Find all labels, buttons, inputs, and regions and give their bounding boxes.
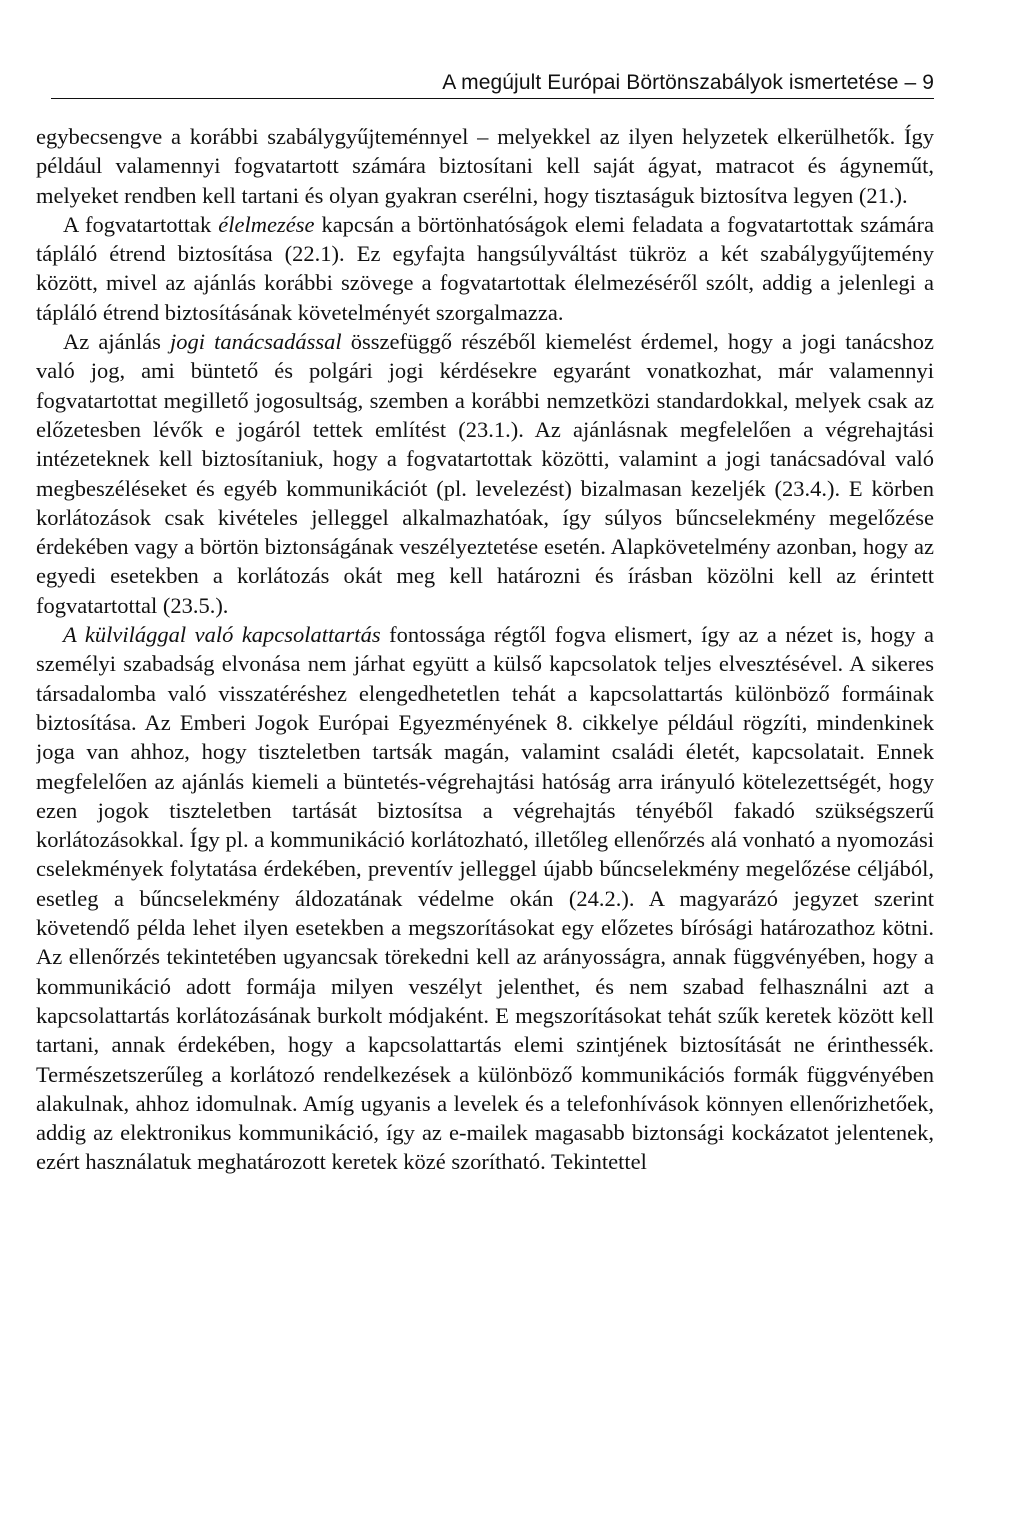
text-segment: fontossága régtől fogva elismert, így az a nézet is, hogy a személyi szabadság elvonása nem járhat együtt a külső kapcsolatok teljes elvesztésével. A sikeres társadalomba való visszatéréshez elengedhetetlen tehát a kapcsolattartás különböző formáinak biztosítása. Az Emberi Jogok Európai Egyezményének 8. cikkelye például rögzíti, mindenkinek joga van ahhoz, hogy tiszteletben tartsák magán, valamint családi életét, kapcsolatait. Ennek megfelelően az ajánlás kiemeli a büntetés-végrehajtási hatóság arra irányuló kötelezettségét, hogy ezen jogok tiszteletben tartását biztosítsa a végrehajtás tényéből fakadó szükségszerű korlátozásokkal. Így pl. a kommunikáció korlátozható, illetőleg ellenőrzés alá vonható a nyomozási cselekmények folytatása érdekében, preventív jelleggel újabb bűncselekmény megelőzése céljából, esetleg a bűncselekmény áldozatának védelme okán (24.2.). A magyarázó jegyzet szerint követendő példa lehet ilyen esetekben a megszorításokat egy előzetes bírósági határozathoz kötni. Az ellenőrzés tekintetében ugyancsak törekedni kell az arányosságra, annak függvényében, hogy a kommunikáció adott formája milyen veszélyt jelenthet, és nem szabad felhasználni azt a kapcsolattartás korlátozásának burkolt módjaként. E megszorításokat tehát szűk keretek között kell tartani, annak érdekében, hogy a kapcsolattartás elemi szintjének biztosítását ne érinthessék. Természetszerűleg a korlátozó rendelkezések a különböző kommunikációs formák függvényében alakulnak, ahhoz idomulnak. Amíg ugyanis a levelek és a telefonhívások könnyen ellenőrizhetőek, addig az elektronikus kommunikáció, így az e-mailek magasabb biztonsági kockázatot jelentenek, ezért használatuk meghatározott keretek közé szorítható. Tekintettel bbox=[36, 622, 934, 1175]
body-text bbox=[36, 122, 934, 1177]
paragraph-bed-linen bbox=[36, 122, 934, 210]
running-header: A megújult Európai Börtönszabályok ismertetése – 9 bbox=[51, 70, 934, 99]
text-segment: kapcsán a börtönhatóságok elemi feladata a fogvatartottak számára tápláló étrend biztosítása (22.1). Ez egyfajta hangsúlyváltást tükröz a két szabálygyűjtemény között, mivel az ajánlás korábbi szövege a fogvatartottak élelmezéséről szólt, addig a jelenlegi a tápláló étrend biztosításának követelményét szorgalmazza. bbox=[36, 211, 934, 325]
document-page bbox=[36, 70, 934, 1490]
paragraph-nutrition bbox=[36, 210, 934, 327]
text-segment: A fogvatartottak bbox=[63, 211, 219, 237]
emphasis-term: élelmezése bbox=[218, 211, 315, 237]
paragraph-legal-advice bbox=[36, 327, 934, 620]
emphasis-term: jogi tanácsadással bbox=[170, 329, 342, 355]
text-segment: összefüggő részéből kiemelést érdemel, hogy a jogi tanácshoz való jog, ami büntető és polgári jogi kérdésekre egyaránt vonatkozhat, már valamennyi fogvatartottat megillető jogosultság, szemben a korábbi nemzetközi standardokkal, melyek csak az előzetesben lévők e jogáról tettek említést (23.1.). Az ajánlásnak megfelelően a végrehajtási intézeteknek kell biztosítaniuk, hogy a fogvatartottak közötti, valamint a jogi tanácsadóval való megbeszéléseket és egyéb kommunikációt (pl. levelezést) bizalmasan kezeljék (23.4.). E körben korlátozások csak kivételes jelleggel alkalmazhatóak, így súlyos bűncselekmény megelőzése érdekében vagy a börtön biztonságának veszélyeztetése esetén. Alapkövetelmény azonban, hogy az egyedi esetekben a korlátozás okát meg kell határozni és írásban közölni kell az érintett fogvatartottal (23.5.). bbox=[36, 329, 934, 618]
text-segment: egybecsengve a korábbi szabálygyűjteménnyel – melyekkel az ilyen helyzetek elkerülhetők. Így például valamennyi fogvatartott számára biztosítani kell saját ágyat, matracot és ágyneműt, melyeket rendben kell tartani és olyan gyakran cserélni, hogy tisztaságuk biztosítva legyen (21.). bbox=[36, 124, 934, 208]
text-segment: Az ajánlás bbox=[63, 329, 170, 355]
paragraph-outside-contact bbox=[36, 620, 934, 1177]
emphasis-term: A külvilággal való kapcsolattartás bbox=[63, 622, 381, 648]
